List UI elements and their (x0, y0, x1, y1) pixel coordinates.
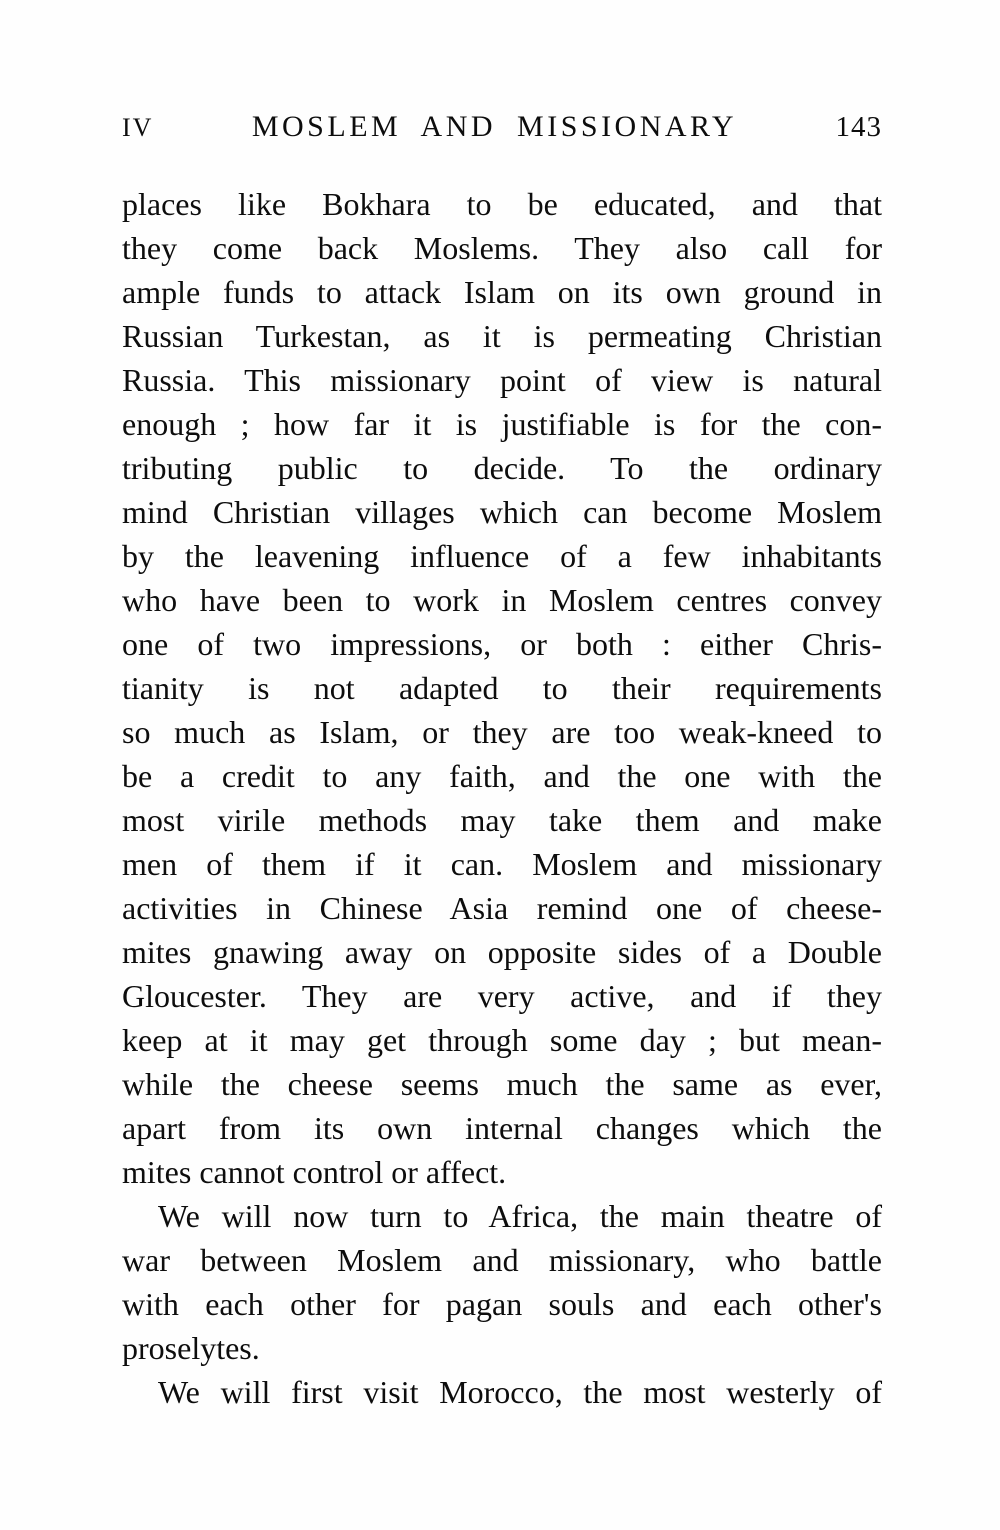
text-line: war between Moslem and missionary, who battle (122, 1242, 882, 1278)
text-line: mind Christian villages which can become Moslem (122, 494, 882, 530)
text-line: by the leavening influence of a few inhabitants (122, 538, 882, 574)
text-line: one of two impressions, or both : either Chris- (122, 626, 882, 662)
text-line: mites cannot control or affect. (122, 1154, 507, 1190)
text-line: men of them if it can. Moslem and missionary (122, 846, 882, 882)
text-line: keep at it may get through some day ; but mean- (122, 1022, 882, 1058)
text-line: most virile methods may take them and make (122, 802, 882, 838)
text-line: apart from its own internal changes which the (122, 1110, 882, 1146)
text-line: Gloucester. They are very active, and if they (122, 978, 882, 1014)
text-line: places like Bokhara to be educated, and that (122, 186, 882, 222)
text-line: activities in Chinese Asia remind one of cheese- (122, 890, 882, 926)
text-line: so much as Islam, or they are too weak-kneed to (122, 714, 882, 750)
running-title: MOSLEM AND MISSIONARY (251, 110, 738, 143)
paragraph (122, 1194, 882, 1370)
running-header (122, 110, 882, 150)
text-line: tianity is not adapted to their requirements (122, 670, 882, 706)
text-line: with each other for pagan souls and each other's (122, 1286, 882, 1322)
text-line: enough ; how far it is justifiable is for the con- (122, 406, 882, 442)
text-line: be a credit to any faith, and the one with the (122, 758, 882, 794)
paragraph (122, 182, 882, 1194)
chapter-number: IV (122, 113, 154, 142)
page-content (122, 110, 882, 1414)
text-line: mites gnawing away on opposite sides of a Double (122, 934, 882, 970)
text-line: We will now turn to Africa, the main theatre of (158, 1198, 882, 1234)
body-text (122, 182, 882, 1414)
text-line: who have been to work in Moslem centres convey (122, 582, 882, 618)
text-line: tributing public to decide. To the ordinary (122, 450, 882, 486)
text-line: they come back Moslems. They also call for (122, 230, 882, 266)
page-number: 143 (835, 111, 882, 143)
text-line: Russian Turkestan, as it is permeating Christian (122, 318, 882, 354)
text-line: ample funds to attack Islam on its own ground in (122, 274, 882, 310)
text-line: Russia. This missionary point of view is natural (122, 362, 882, 398)
text-line: proselytes. (122, 1330, 260, 1366)
text-line: while the cheese seems much the same as ever, (122, 1066, 882, 1102)
paragraph (122, 1370, 882, 1414)
text-line: We will first visit Morocco, the most westerly of (158, 1374, 882, 1410)
